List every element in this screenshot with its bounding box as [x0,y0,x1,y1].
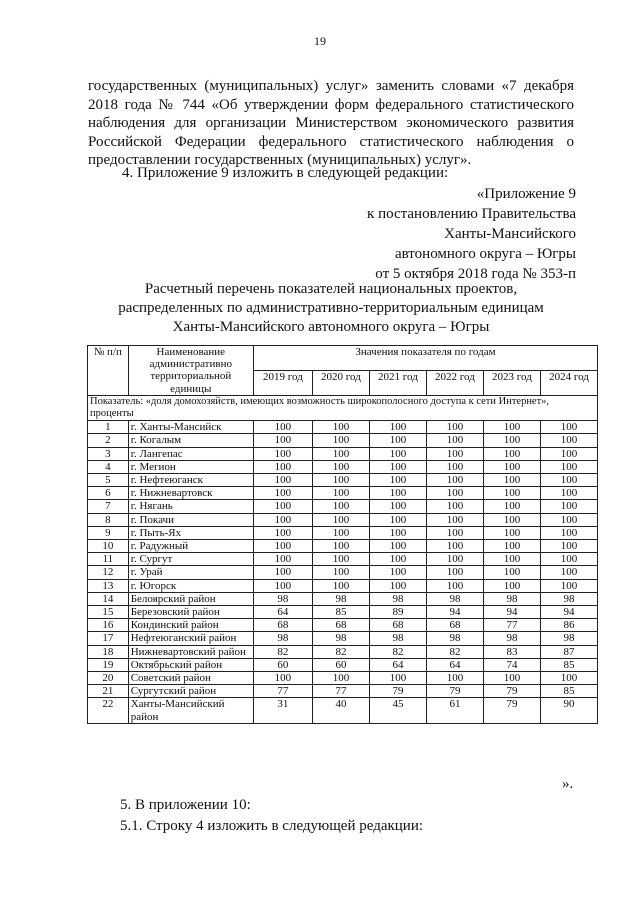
row-number: 13 [88,579,129,592]
value-cell: 100 [426,553,483,566]
value-cell: 100 [426,513,483,526]
value-cell: 64 [253,606,312,619]
year-header: 2024 год [540,370,597,395]
value-cell: 64 [426,658,483,671]
appendix-line: автономного округа – Югры [394,246,576,262]
value-cell: 82 [369,645,426,658]
value-cell: 100 [540,421,597,434]
value-cell: 100 [253,460,312,473]
table-row [88,526,598,539]
value-cell: 100 [540,447,597,460]
value-cell: 100 [312,553,369,566]
intro-paragraph: государственных (муниципальных) услуг» заменить словами «7 декабря 2018 года № 744 «Об утверждении форм федерального статистического наблюдения для организации Министерством экономического развития Российской Федерации федерального статистического наблюдения о предоставлении государственных (муниципальных) услуг». [88,78,574,168]
value-cell: 100 [426,579,483,592]
value-cell: 83 [483,645,540,658]
value-cell: 100 [312,540,369,553]
value-cell: 100 [312,526,369,539]
column-header-number: № п/п [88,346,129,396]
value-cell: 100 [253,474,312,487]
unit-name: г. Мегион [128,460,253,473]
row-number: 18 [88,645,129,658]
unit-name: Ханты-Мансийский район [128,698,253,723]
value-cell: 100 [369,447,426,460]
row-number: 2 [88,434,129,447]
value-cell: 100 [369,553,426,566]
unit-name: Нижневартовский район [128,645,253,658]
unit-name: Кондинский район [128,619,253,632]
value-cell: 98 [253,632,312,645]
value-cell: 100 [426,487,483,500]
value-cell: 77 [312,685,369,698]
row-number: 4 [88,460,129,473]
value-cell: 100 [253,579,312,592]
value-cell: 100 [483,434,540,447]
value-cell: 87 [540,645,597,658]
row-number: 7 [88,500,129,513]
table-title [88,280,574,337]
closing-quote: ». [562,776,574,792]
value-cell: 100 [312,460,369,473]
value-cell: 79 [483,698,540,723]
unit-name: г. Радужный [128,540,253,553]
year-header: 2023 год [483,370,540,395]
table-row [88,658,598,671]
value-cell: 98 [253,592,312,605]
value-cell: 98 [483,592,540,605]
value-cell: 100 [426,421,483,434]
row-number: 9 [88,526,129,539]
value-cell: 94 [540,606,597,619]
value-cell: 100 [483,447,540,460]
appendix-line: от 5 октября 2018 года № 353-п [375,266,576,282]
value-cell: 82 [426,645,483,658]
table-row [88,474,598,487]
row-number: 3 [88,447,129,460]
value-cell: 31 [253,698,312,723]
value-cell: 100 [253,526,312,539]
value-cell: 100 [253,421,312,434]
table-title-line: распределенных по административно-территориальным единицам [118,300,544,316]
row-number: 12 [88,566,129,579]
row-number: 21 [88,685,129,698]
unit-name: Советский район [128,672,253,685]
value-cell: 98 [540,592,597,605]
value-cell: 100 [540,540,597,553]
appendix-line: «Приложение 9 [476,186,576,202]
value-cell: 61 [426,698,483,723]
value-cell: 100 [253,500,312,513]
value-cell: 100 [312,474,369,487]
value-cell: 100 [369,513,426,526]
value-cell: 100 [483,566,540,579]
value-cell: 100 [312,579,369,592]
value-cell: 100 [483,460,540,473]
value-cell: 98 [426,592,483,605]
year-header: 2019 год [253,370,312,395]
value-cell: 100 [253,434,312,447]
value-cell: 100 [312,566,369,579]
table-body [88,421,598,724]
value-cell: 64 [369,658,426,671]
unit-name: г. Ханты-Мансийск [128,421,253,434]
value-cell: 100 [540,513,597,526]
row-number: 5 [88,474,129,487]
page-number: 19 [314,34,326,48]
value-cell: 100 [483,579,540,592]
value-cell: 100 [540,500,597,513]
value-cell: 94 [483,606,540,619]
year-header: 2020 год [312,370,369,395]
value-cell: 100 [369,460,426,473]
value-cell: 100 [369,500,426,513]
value-cell: 100 [312,500,369,513]
table-row [88,434,598,447]
value-cell: 100 [540,474,597,487]
value-cell: 100 [483,500,540,513]
value-cell: 100 [540,566,597,579]
table-row [88,513,598,526]
value-cell: 100 [312,672,369,685]
value-cell: 100 [540,553,597,566]
value-cell: 100 [312,513,369,526]
table-row [88,672,598,685]
table-row [88,460,598,473]
table-row [88,606,598,619]
value-cell: 100 [540,460,597,473]
value-cell: 60 [253,658,312,671]
value-cell: 100 [483,672,540,685]
row-number: 10 [88,540,129,553]
value-cell: 40 [312,698,369,723]
unit-name: г. Югорск [128,579,253,592]
row-number: 14 [88,592,129,605]
value-cell: 100 [369,540,426,553]
column-header-values: Значения показателя по годам [253,346,597,371]
value-cell: 79 [369,685,426,698]
unit-name: г. Покачи [128,513,253,526]
table-row [88,632,598,645]
value-cell: 68 [253,619,312,632]
value-cell: 79 [426,685,483,698]
value-cell: 77 [483,619,540,632]
value-cell: 100 [312,421,369,434]
value-cell: 100 [312,487,369,500]
value-cell: 100 [369,579,426,592]
value-cell: 100 [483,421,540,434]
value-cell: 74 [483,658,540,671]
unit-name: г. Пыть-Ях [128,526,253,539]
table-row [88,553,598,566]
unit-name: Октябрьский район [128,658,253,671]
indicator-table [87,345,598,724]
value-cell: 100 [483,487,540,500]
table-row [88,592,598,605]
row-number: 8 [88,513,129,526]
table-row [88,421,598,434]
row-number: 6 [88,487,129,500]
value-cell: 100 [369,672,426,685]
value-cell: 100 [540,434,597,447]
table-row [88,685,598,698]
table-row [88,447,598,460]
row-number: 20 [88,672,129,685]
value-cell: 85 [312,606,369,619]
value-cell: 98 [540,632,597,645]
value-cell: 100 [540,579,597,592]
row-number: 15 [88,606,129,619]
value-cell: 100 [253,513,312,526]
unit-name: г. Нягань [128,500,253,513]
indicator-description: Показатель: «доля домохозяйств, имеющих возможность широкополосного доступа к сети Интернет», проценты [88,395,598,420]
value-cell: 90 [540,698,597,723]
appendix-heading [367,184,576,284]
value-cell: 100 [426,434,483,447]
value-cell: 100 [253,553,312,566]
unit-name: Березовский район [128,606,253,619]
row-number: 19 [88,658,129,671]
value-cell: 100 [483,513,540,526]
unit-name: г. Нефтеюганск [128,474,253,487]
value-cell: 100 [426,500,483,513]
value-cell: 100 [540,487,597,500]
value-cell: 45 [369,698,426,723]
appendix-line: к постановлению Правительства [367,206,576,222]
unit-name: Белоярский район [128,592,253,605]
table-row [88,619,598,632]
value-cell: 100 [312,434,369,447]
value-cell: 82 [312,645,369,658]
value-cell: 94 [426,606,483,619]
value-cell: 100 [369,526,426,539]
value-cell: 60 [312,658,369,671]
row-number: 16 [88,619,129,632]
value-cell: 98 [483,632,540,645]
value-cell: 68 [312,619,369,632]
value-cell: 100 [540,526,597,539]
value-cell: 100 [426,566,483,579]
section-5-1-paragraph: 5.1. Строку 4 изложить в следующей редакции: [120,818,424,834]
unit-name: г. Лангепас [128,447,253,460]
value-cell: 82 [253,645,312,658]
table-row [88,698,598,723]
value-cell: 100 [253,447,312,460]
value-cell: 98 [312,592,369,605]
unit-name: г. Когалым [128,434,253,447]
value-cell: 100 [369,474,426,487]
value-cell: 100 [426,474,483,487]
value-cell: 85 [540,685,597,698]
value-cell: 100 [253,540,312,553]
row-number: 11 [88,553,129,566]
value-cell: 100 [426,540,483,553]
value-cell: 100 [426,526,483,539]
year-header: 2022 год [426,370,483,395]
unit-name: г. Нижневартовск [128,487,253,500]
value-cell: 100 [369,434,426,447]
value-cell: 100 [312,447,369,460]
unit-name: г. Урай [128,566,253,579]
value-cell: 89 [369,606,426,619]
unit-name: Нефтеюганский район [128,632,253,645]
value-cell: 98 [312,632,369,645]
value-cell: 98 [369,592,426,605]
value-cell: 86 [540,619,597,632]
value-cell: 77 [253,685,312,698]
value-cell: 100 [253,566,312,579]
value-cell: 85 [540,658,597,671]
value-cell: 100 [253,487,312,500]
row-number: 22 [88,698,129,723]
table-row [88,579,598,592]
value-cell: 98 [426,632,483,645]
value-cell: 100 [369,421,426,434]
table-title-line: Ханты-Мансийского автономного округа – Югры [172,319,490,335]
value-cell: 100 [483,553,540,566]
value-cell: 100 [426,672,483,685]
table-title-line: Расчетный перечень показателей национальных проектов, [144,281,518,297]
value-cell: 68 [426,619,483,632]
section-5-paragraph: 5. В приложении 10: [120,797,251,813]
value-cell: 100 [426,460,483,473]
year-header: 2021 год [369,370,426,395]
value-cell: 100 [369,566,426,579]
unit-name: г. Сургут [128,553,253,566]
value-cell: 100 [483,526,540,539]
value-cell: 100 [483,540,540,553]
value-cell: 100 [483,474,540,487]
column-header-name: Наименование административно территориальной единицы [128,346,253,396]
table-row [88,645,598,658]
unit-name: Сургутский район [128,685,253,698]
value-cell: 100 [253,672,312,685]
value-cell: 79 [483,685,540,698]
value-cell: 98 [369,632,426,645]
row-number: 1 [88,421,129,434]
value-cell: 100 [540,672,597,685]
value-cell: 100 [426,447,483,460]
table-row [88,566,598,579]
table-row [88,500,598,513]
row-number: 17 [88,632,129,645]
item-4-paragraph: 4. Приложение 9 изложить в следующей редакции: [122,165,449,181]
appendix-line: Ханты-Мансийского [444,226,576,242]
value-cell: 100 [369,487,426,500]
table-row [88,540,598,553]
table-row [88,487,598,500]
value-cell: 68 [369,619,426,632]
